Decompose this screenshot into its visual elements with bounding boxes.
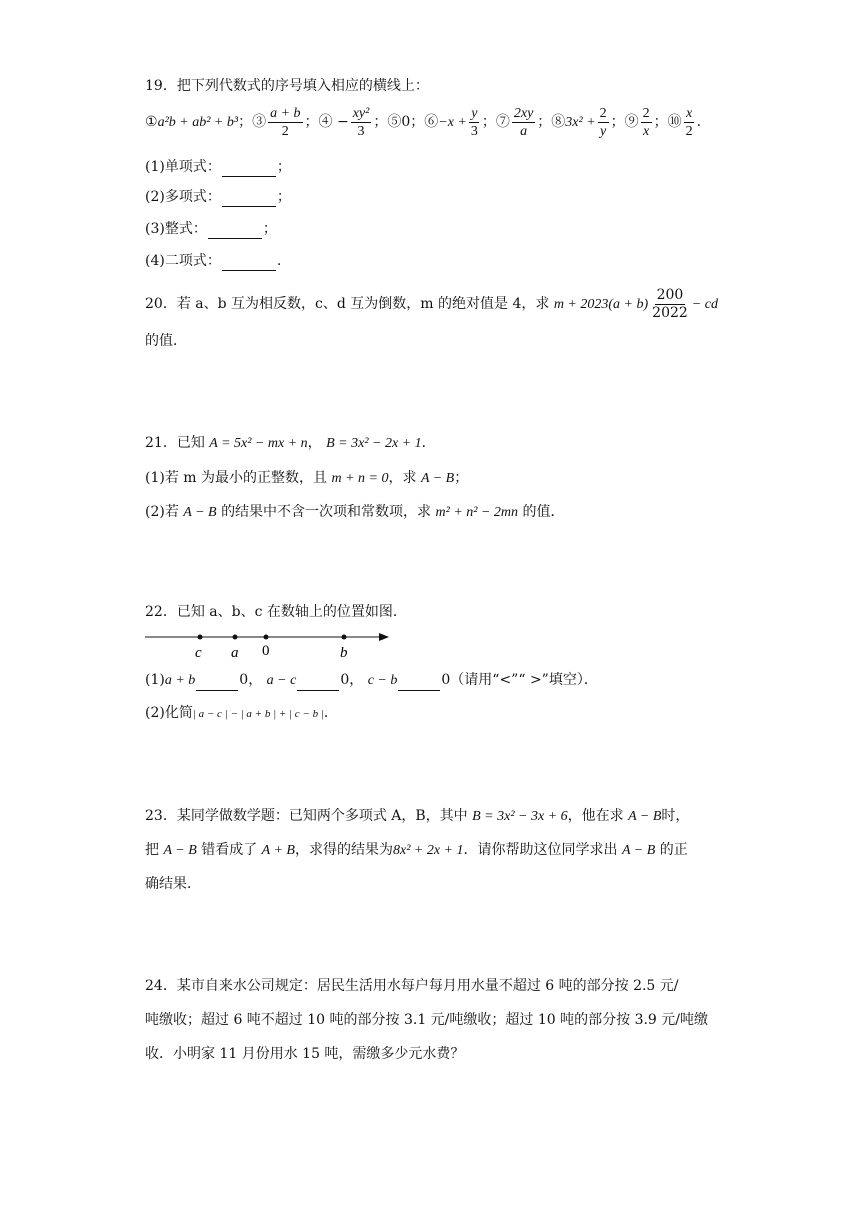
numerator: 2xy bbox=[513, 105, 534, 121]
item-10-marker: ⑩ bbox=[667, 114, 682, 130]
numerator: x bbox=[686, 105, 693, 121]
label-zero: 0 bbox=[262, 643, 270, 659]
separator: ； bbox=[373, 114, 388, 130]
q21-part-2 bbox=[145, 502, 564, 523]
denominator: 2 bbox=[685, 123, 693, 139]
point-c bbox=[198, 635, 203, 640]
denominator: 3 bbox=[357, 123, 365, 139]
q22-title: 22．已知 a、b、c 在数轴上的位置如图． bbox=[145, 604, 407, 620]
numerator: a + b bbox=[270, 105, 301, 121]
punct: ； bbox=[262, 221, 277, 237]
axis-arrow-icon bbox=[379, 633, 389, 641]
q19-part-2 bbox=[145, 187, 291, 207]
q22-part-1 bbox=[145, 670, 598, 691]
q20-expr-pre: m + 2023(a + b) bbox=[553, 297, 649, 312]
q24-line-3: 收．小明家 11 月份用水 15 吨，需缴多少元水费？ bbox=[145, 1046, 465, 1062]
item-5: ⑤0 bbox=[387, 114, 411, 130]
numerator: 200 bbox=[656, 286, 684, 303]
item-6-fraction bbox=[469, 105, 480, 140]
text: ，求 bbox=[388, 470, 417, 486]
q19-title: 19．把下列代数式的序号填入相应的横线上： bbox=[145, 78, 429, 94]
denominator: a bbox=[520, 123, 528, 139]
text: (1)若 m 为最小的正整数，且 bbox=[145, 470, 328, 486]
text: 的正 bbox=[659, 842, 688, 858]
q19-part-4 bbox=[145, 251, 281, 271]
expr-B: B = 3x² − 2x + 1 bbox=[326, 436, 422, 451]
numerator: y bbox=[471, 105, 478, 121]
expr: B = 3x² − 3x + 6 bbox=[472, 809, 568, 824]
q19-items bbox=[145, 102, 701, 143]
q24-line-2: 吨缴收；超过 6 吨不超过 10 吨的部分按 3.1 元/吨缴收；超过 10 吨的部分按 3.9 元/吨缴 bbox=[145, 1012, 708, 1028]
text: 的值． bbox=[522, 504, 565, 520]
item-10-fraction bbox=[684, 105, 695, 140]
item-3-marker: ③ bbox=[252, 114, 267, 130]
denominator: 2022 bbox=[652, 304, 688, 321]
text: 错看成了 bbox=[201, 842, 258, 858]
answer-blank[interactable] bbox=[297, 690, 339, 691]
number-line-svg bbox=[145, 626, 405, 662]
text: 的结果中不含一次项和常数项，求 bbox=[221, 504, 432, 520]
answer-blank[interactable] bbox=[222, 176, 276, 177]
label-b: b bbox=[340, 645, 348, 661]
q24-line-1: 24．某市自来水公司规定：居民生活用水每户每月用水量不超过 6 吨的部分按 2.5 元/ bbox=[145, 978, 679, 994]
point-a bbox=[233, 635, 238, 640]
q21-line-1 bbox=[145, 433, 436, 454]
expr: A − B bbox=[420, 471, 455, 486]
text: ， bbox=[307, 435, 322, 451]
q19-part-3 bbox=[145, 219, 277, 239]
item-1-expr: a²b + ab² + b³ bbox=[157, 115, 239, 130]
label: (4)二项式： bbox=[145, 253, 221, 269]
expr: 8x² + 2x + 1 bbox=[392, 843, 464, 858]
text: 0， bbox=[340, 672, 364, 688]
text: 0， bbox=[239, 672, 263, 688]
q20-text: 20．若 a、b 互为相反数，c、d 互为倒数，m 的绝对值是 4，求 bbox=[145, 296, 550, 312]
answer-blank[interactable] bbox=[398, 690, 440, 691]
separator: ； bbox=[610, 114, 625, 130]
expr: a + b bbox=[164, 673, 196, 688]
q22-part-2 bbox=[145, 703, 338, 724]
expr: m² + n² − 2mn bbox=[435, 505, 519, 520]
q19-part-1 bbox=[145, 157, 291, 177]
text: ，他在求 bbox=[567, 808, 624, 824]
punct: ； bbox=[276, 189, 291, 205]
expr: c − b bbox=[367, 673, 398, 688]
text: 21．已知 bbox=[145, 435, 205, 451]
item-3-fraction bbox=[268, 105, 302, 140]
text: 0（请用“<”“ >”填空）． bbox=[441, 672, 598, 688]
q20-line-2: 的值． bbox=[145, 333, 187, 349]
text: ，求得的结果为 bbox=[294, 842, 393, 858]
expr: a − c bbox=[266, 673, 297, 688]
expr: A − B bbox=[183, 505, 217, 520]
q23-line-2 bbox=[145, 840, 688, 861]
separator: ； bbox=[481, 114, 496, 130]
q20-fraction bbox=[650, 287, 690, 322]
q23-line-1 bbox=[145, 806, 689, 827]
text: (2)若 bbox=[145, 504, 179, 520]
label: (1)单项式： bbox=[145, 159, 221, 175]
numerator: 2 bbox=[599, 105, 607, 121]
item-6-marker: ⑥ bbox=[424, 114, 439, 130]
expr: A − B bbox=[163, 843, 197, 858]
denominator: 3 bbox=[470, 123, 478, 139]
answer-blank[interactable] bbox=[222, 206, 276, 207]
label-a: a bbox=[231, 645, 239, 661]
text: ．请你帮助这位同学求出 bbox=[463, 842, 618, 858]
point-b bbox=[342, 635, 347, 640]
label: (2)多项式： bbox=[145, 189, 221, 205]
item-8-expr: 3x² + bbox=[565, 115, 596, 130]
expr: | a − c | − | a + b | + | c − b | bbox=[192, 708, 324, 720]
expr: m + n = 0 bbox=[331, 471, 389, 486]
text: ． bbox=[323, 705, 338, 721]
q20-line-1 bbox=[145, 284, 718, 325]
point-zero bbox=[264, 635, 269, 640]
item-4-marker: ④ − bbox=[318, 114, 349, 130]
separator: ； bbox=[653, 114, 668, 130]
text: 23．某同学做数学题：已知两个多项式 A，B，其中 bbox=[145, 808, 468, 824]
text: ； bbox=[454, 470, 469, 486]
text: (1) bbox=[145, 672, 165, 688]
q21-part-1 bbox=[145, 468, 468, 489]
answer-blank[interactable] bbox=[208, 238, 262, 239]
separator: ； bbox=[304, 114, 319, 130]
text: 把 bbox=[145, 842, 159, 858]
item-7-marker: ⑦ bbox=[495, 114, 510, 130]
answer-blank[interactable] bbox=[196, 690, 238, 691]
item-8-marker: ⑧ bbox=[551, 114, 566, 130]
denominator: x bbox=[643, 123, 650, 139]
item-8-fraction bbox=[598, 105, 609, 140]
label-c: c bbox=[195, 645, 202, 661]
punct: ； bbox=[276, 159, 291, 175]
item-1-marker: ① bbox=[145, 114, 158, 130]
numerator: xy² bbox=[352, 105, 370, 121]
number-line-figure bbox=[145, 626, 405, 666]
expr: A − B bbox=[621, 843, 656, 858]
separator: ； bbox=[238, 114, 253, 130]
q23-line-3: 确结果． bbox=[145, 876, 201, 892]
item-7-fraction bbox=[512, 105, 535, 140]
expr: A − B bbox=[628, 809, 662, 824]
item-6-expr: −x + bbox=[438, 115, 467, 130]
item-4-fraction bbox=[351, 105, 372, 140]
label: (3)整式： bbox=[145, 221, 207, 237]
punct: . bbox=[276, 253, 282, 269]
separator: ； bbox=[410, 114, 425, 130]
expr: A + B bbox=[261, 843, 295, 858]
answer-blank[interactable] bbox=[222, 270, 276, 271]
separator: ； bbox=[537, 114, 552, 130]
text: ． bbox=[421, 435, 436, 451]
denominator: 2 bbox=[281, 123, 289, 139]
item-9-fraction bbox=[641, 105, 652, 140]
expr-A: A = 5x² − mx + n bbox=[209, 436, 308, 451]
q20-expr-post: − cd bbox=[691, 297, 718, 312]
period: . bbox=[696, 114, 702, 130]
denominator: y bbox=[600, 123, 607, 139]
text: (2)化简 bbox=[145, 705, 193, 721]
item-9-marker: ⑨ bbox=[624, 114, 639, 130]
text: 时， bbox=[661, 808, 690, 824]
numerator: 2 bbox=[642, 105, 650, 121]
